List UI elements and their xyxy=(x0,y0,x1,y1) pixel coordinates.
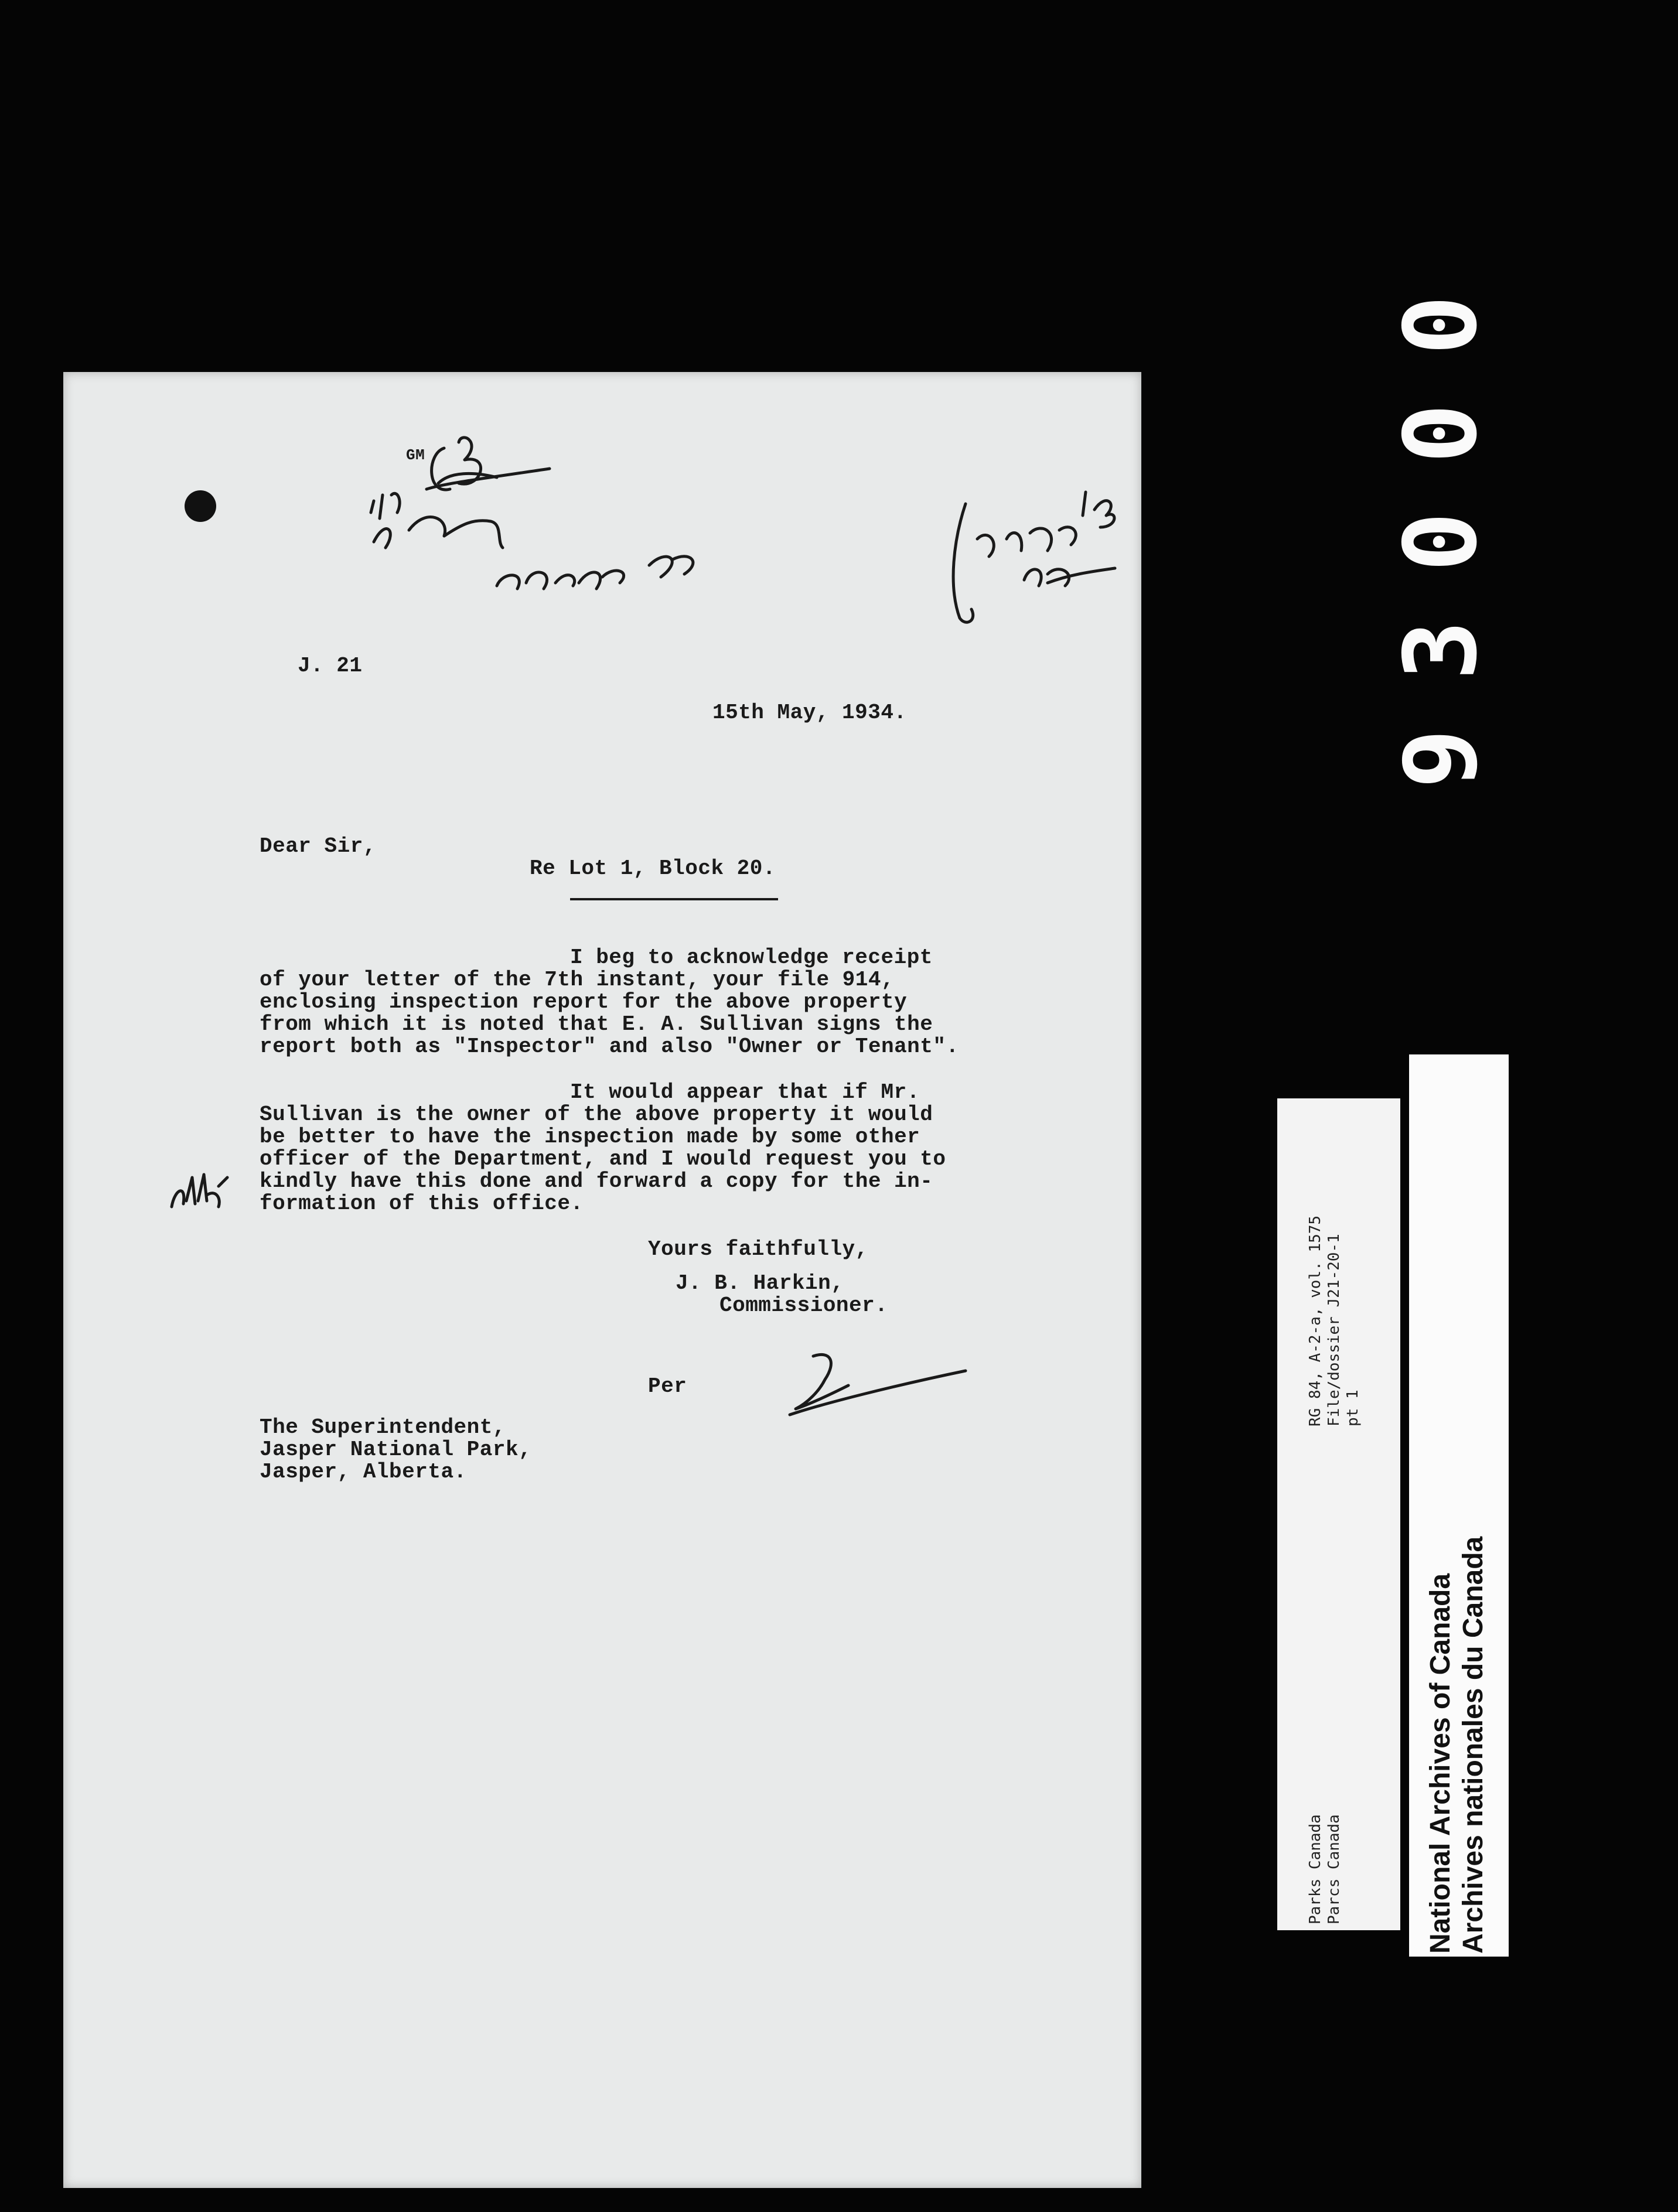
paragraph-line: report both as "Inspector" and also "Owner or Tenant". xyxy=(260,1035,959,1059)
frame-digit: 0 xyxy=(1383,295,1499,356)
signer-name: J. B. Harkin, xyxy=(676,1271,844,1295)
paragraph-line: enclosing inspection report for the above property xyxy=(260,990,908,1014)
recipient-line: Jasper National Park, xyxy=(260,1438,532,1462)
paragraph-line: be better to have the inspection made by some other xyxy=(260,1125,920,1149)
paragraph-line: It would appear that if Mr. xyxy=(570,1080,920,1104)
handwritten-date-note xyxy=(884,469,1130,644)
paragraph-line: formation of this office. xyxy=(260,1192,584,1216)
archive-reference-card xyxy=(1277,1098,1400,1930)
handwritten-notes-top xyxy=(356,407,813,653)
subject-line: Re Lot 1, Block 20. xyxy=(530,856,776,880)
frame-number xyxy=(1383,275,1500,832)
institution-name: Archives nationales du Canada xyxy=(1458,1536,1489,1954)
frame-digit: 0 xyxy=(1383,511,1499,572)
margin-initials xyxy=(163,1154,245,1224)
per-label: Per xyxy=(648,1374,687,1398)
paragraph-line: I beg to acknowledge receipt xyxy=(570,945,933,970)
paragraph-line: officer of the Department, and I would request you to xyxy=(260,1147,946,1171)
reference-line: File/dossier J21-20-1 xyxy=(1325,1234,1343,1426)
punch-hole xyxy=(185,490,216,522)
agency-name: Parcs Canada xyxy=(1325,1814,1343,1924)
salutation: Dear Sir, xyxy=(260,834,376,858)
frame-digit: 0 xyxy=(1383,403,1499,464)
paragraph-line: of your letter of the 7th instant, your file 914, xyxy=(260,968,895,992)
frame-digit: 3 xyxy=(1383,620,1499,681)
handwritten-signature xyxy=(755,1339,977,1432)
file-reference: J. 21 xyxy=(298,654,363,678)
paragraph-line: kindly have this done and forward a copy for the in- xyxy=(260,1169,933,1193)
recipient-line: The Superintendent, xyxy=(260,1415,506,1439)
subject-underline xyxy=(570,898,778,900)
reference-line: pt 1 xyxy=(1344,1390,1362,1426)
archive-institution-card xyxy=(1409,1054,1509,1957)
frame-digit: 9 xyxy=(1383,728,1499,789)
signer-title: Commissioner. xyxy=(719,1293,888,1317)
letter-page xyxy=(63,372,1141,2188)
reference-line: RG 84, A-2-a, vol. 1575 xyxy=(1307,1215,1324,1426)
letter-date: 15th May, 1934. xyxy=(712,701,907,725)
stamp-initials: GM xyxy=(406,446,425,464)
paragraph-line: Sullivan is the owner of the above property it would xyxy=(260,1102,933,1127)
closing: Yours faithfully, xyxy=(648,1237,868,1261)
agency-name: Parks Canada xyxy=(1307,1814,1324,1924)
institution-name: National Archives of Canada xyxy=(1425,1573,1456,1954)
paragraph-line: from which it is noted that E. A. Sullivan signs the xyxy=(260,1012,933,1036)
recipient-line: Jasper, Alberta. xyxy=(260,1460,467,1484)
